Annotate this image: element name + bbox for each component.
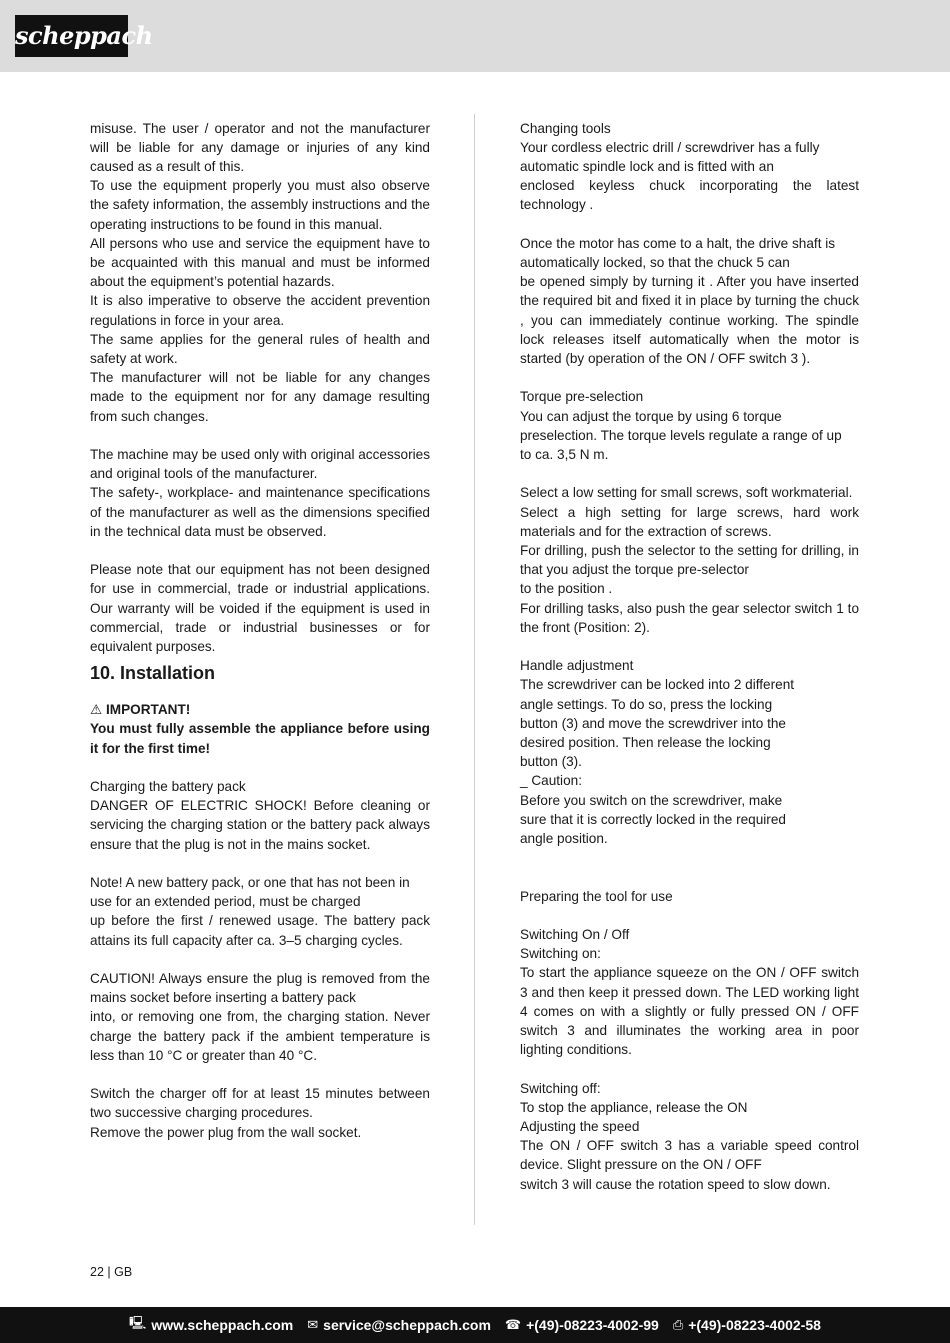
paragraph: The manufacturer will not be liable for any changes made to the equipment nor for any damage resulting from such changes.	[90, 370, 430, 424]
paragraph: Once the motor has come to a halt, the drive shaft is automatically locked, so that the chuck 5 can	[520, 235, 836, 270]
changing-tools-heading: Changing tools	[520, 120, 611, 136]
paragraph: be opened simply by turning it . After you have inserted the required bit and fixed it in place by turning the chuck , you can immediately continue working. The spindle lock releases itself automatically when the motor is started (by operation of the ON / OFF switch 3 ).	[520, 274, 859, 366]
paragraph: For drilling tasks, also push the gear selector switch 1 to the front (Position: 2).	[520, 600, 859, 635]
important-label: ⚠ IMPORTANT!	[90, 702, 191, 718]
switching-off-label: Switching off:	[520, 1080, 601, 1096]
footer-bar	[0, 1307, 950, 1343]
footer-website[interactable]	[129, 1314, 293, 1336]
paragraph: Remove the power plug from the wall socket.	[90, 1124, 362, 1140]
paragraph: To start the appliance squeeze on the ON / OFF switch 3 and then keep it pressed down. The LED working light 4 comes on with a slightly or fully pressed ON / OFF switch 3 and illuminates the working area in poor lighting conditions.	[520, 965, 859, 1058]
handle-heading: Handle adjustment	[520, 658, 634, 674]
column-divider	[474, 114, 475, 1225]
paragraph: You can adjust the torque by using 6 torque preselection. The torque levels regulate a range of up	[520, 408, 842, 443]
handle-line: desired position. Then release the locking	[520, 734, 771, 750]
paragraph: The safety-, workplace- and maintenance specifications of the manufacturer as well as the dimensions specified in the technical data must be observed.	[90, 485, 430, 539]
paragraph: to the position .	[520, 581, 613, 597]
footer-phone	[505, 1317, 659, 1333]
mail-icon: ✉︎	[307, 1317, 319, 1332]
handle-line: angle position.	[520, 830, 608, 846]
paragraph: Please note that our equipment has not been designed for use in commercial, trade or industrial applications. Our warranty will be voided if the equipment is used in commercial, trade or industrial businesses or for equivalent purposes.	[90, 562, 430, 654]
website-text[interactable]: www.scheppach.com	[151, 1317, 294, 1333]
handle-line: Before you switch on the screwdriver, make	[520, 792, 783, 808]
footer-email[interactable]	[307, 1317, 491, 1333]
page-number: 22 | GB	[90, 1265, 133, 1279]
paragraph: enclosed keyless chuck incorporating the latest technology .	[520, 178, 859, 213]
phone-icon: ☎︎	[504, 1317, 522, 1332]
paragraph: To use the equipment properly you must also observe the safety information, the assembly instructions and the operating instructions to be found in this manual.	[90, 178, 430, 232]
paragraph: Adjusting the speed	[520, 1118, 640, 1134]
paragraph: Your cordless electric drill / screwdriver has a fully automatic spindle lock and is fitted with an	[520, 139, 820, 174]
left-column	[90, 119, 430, 1142]
paragraph: All persons who use and service the equipment have to be acquainted with this manual and must be informed about the equipment’s potential hazards.	[90, 235, 430, 290]
paragraph: Select a high setting for large screws, hard work materials and for the extraction of screws.	[520, 504, 859, 539]
switching-heading: Switching On / Off	[520, 926, 630, 942]
paragraph: It is also imperative to observe the accident prevention regulations in force in your area.	[90, 293, 430, 328]
preparing-heading: Preparing the tool for use	[520, 888, 673, 904]
paragraph: Switch the charger off for at least 15 minutes between two successive charging procedures.	[90, 1086, 430, 1121]
monitor-icon: 🖳︎	[129, 1315, 147, 1330]
handle-line: button (3).	[520, 754, 582, 770]
paragraph: The ON / OFF switch 3 has a variable speed control device. Slight pressure on the ON / OFF	[520, 1138, 859, 1173]
section-title-installation: 10. Installation	[90, 663, 216, 684]
charging-heading: Charging the battery pack	[90, 778, 246, 794]
note-line: Note! A new battery pack, or one that has not been in	[90, 874, 410, 890]
scheppach-logo: scheppach	[15, 15, 128, 57]
switching-on-label: Switching on:	[520, 946, 601, 962]
handle-line: The screwdriver can be locked into 2 different	[520, 677, 795, 693]
header-bar	[0, 0, 950, 72]
paragraph: For drilling, push the selector to the setting for drilling, in that you adjust the torque pre-selector	[520, 542, 859, 578]
handle-line: _ Caution:	[520, 773, 582, 789]
phone-text: +(49)-08223-4002-99	[526, 1317, 659, 1333]
caution-line: CAUTION! Always ensure the plug is removed from the mains socket before inserting a battery pack	[90, 970, 430, 1006]
note-line: use for an extended period, must be charged	[90, 894, 361, 910]
paragraph: DANGER OF ELECTRIC SHOCK! Before cleaning or servicing the charging station or the battery pack always ensure that the plug is not in the mains socket.	[90, 798, 430, 852]
paragraph: To stop the appliance, release the ON	[520, 1099, 748, 1115]
fax-text: +(49)-08223-4002-58	[688, 1317, 821, 1333]
handle-line: angle settings. To do so, press the locking	[520, 696, 773, 712]
important-text: You must fully assemble the appliance before using it for the first time!	[90, 721, 430, 756]
torque-heading: Torque pre-selection	[520, 389, 644, 405]
handle-line: sure that it is correctly locked in the required	[520, 811, 786, 827]
caution-line: into, or removing one from, the charging station. Never charge the battery pack if the ambient temperature is less than 10 °C or greater than 40 °C.	[90, 1009, 430, 1063]
paragraph: The same applies for the general rules of health and safety at work.	[90, 331, 430, 366]
paragraph: switch 3 will cause the rotation speed to slow down.	[520, 1176, 831, 1192]
paragraph: Select a low setting for small screws, soft workmaterial.	[520, 485, 853, 501]
paragraph: to ca. 3,5 N m.	[520, 446, 609, 462]
paragraph: misuse. The user / operator and not the manufacturer will be liable for any damage or injuries of any kind caused as a result of this.	[90, 120, 430, 174]
paragraph: The machine may be used only with original accessories and original tools of the manufacturer.	[90, 446, 431, 482]
footer-fax	[673, 1317, 821, 1333]
right-column	[520, 119, 859, 1194]
note-line: up before the first / renewed usage. The battery pack attains its full capacity after ca. 3–5 charging cycles.	[90, 913, 430, 948]
email-text[interactable]: service@scheppach.com	[323, 1317, 491, 1333]
handle-line: button (3) and move the screwdriver into the	[520, 715, 786, 731]
fax-icon: ⎙	[672, 1317, 684, 1332]
